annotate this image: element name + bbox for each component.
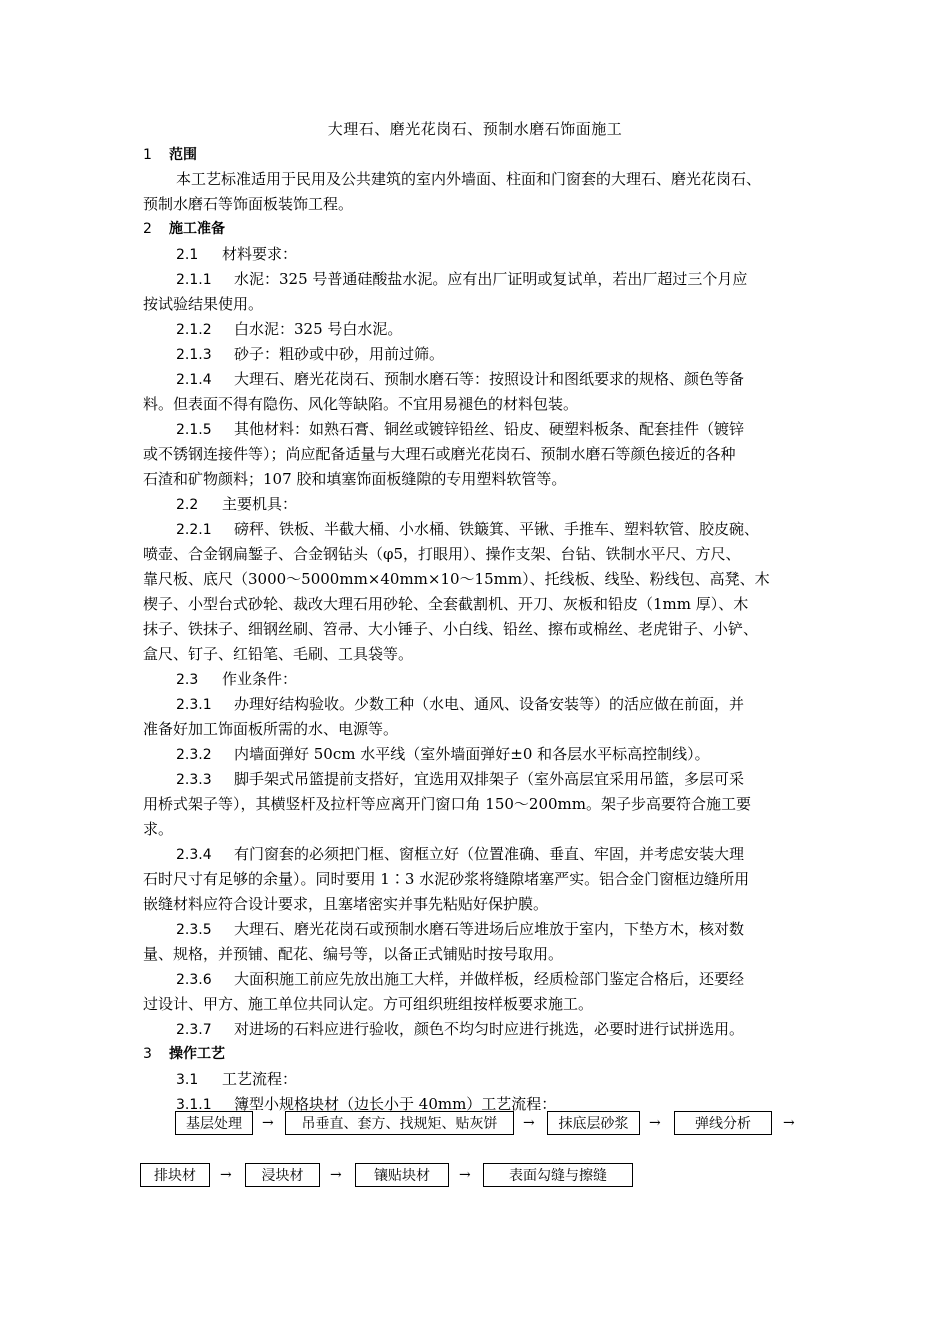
paragraph: 按试验结果使用。 [143, 295, 264, 313]
flow-step-joint-finish: 表面勾缝与擦缝 [483, 1163, 633, 1187]
section-1-heading: 1 范围 [143, 147, 197, 163]
paragraph: 盒尺、钉子、红铅笔、毛刷、工具袋等。 [143, 645, 414, 663]
flow-step-attach-blocks: 镶贴块材 [355, 1163, 449, 1187]
section-2-heading: 2 施工准备 [143, 221, 225, 237]
item-2-3-6: 2.3.6 大面积施工前应先放出施工大样，并做样板，经质检部门鉴定合格后，还要经 [176, 970, 745, 988]
item-2-1-5: 2.1.5 其他材料：如熟石膏、铜丝或镀锌铅丝、铅皮、硬塑料板条、配套挂件（镀锌 [176, 420, 745, 438]
flow-step-line-analysis: 弹线分析 [674, 1111, 772, 1135]
flow-arrow: → [523, 1115, 535, 1131]
item-2-1-1: 2.1.1 水泥：325 号普通硅酸盐水泥。应有出厂证明或复试单，若出厂超过三个月应 [176, 270, 748, 288]
flow-step-arrange-blocks: 排块材 [140, 1163, 210, 1187]
paragraph: 量、规格，并预铺、配花、编号等，以备正式铺贴时按号取用。 [143, 945, 564, 963]
item-2-3-7: 2.3.7 对进场的石料应进行验收，颜色不均匀时应进行挑选，必要时进行试拼选用。 [176, 1020, 745, 1038]
paragraph: 用桥式架子等），其横竖杆及拉杆等应离开门窗口角 150～200mm。架子步高要符合施工要 [143, 795, 751, 813]
flow-step-soak-blocks: 浸块材 [245, 1163, 320, 1187]
paragraph: 求。 [143, 820, 174, 838]
flow-arrow: → [459, 1167, 471, 1183]
item-2-1-4: 2.1.4 大理石、磨光花岗石、预制水磨石等：按照设计和图纸要求的规格、颜色等备 [176, 370, 745, 388]
item-2-2-1: 2.2.1 磅秤、铁板、半截大桶、小水桶、铁簸箕、平锹、手推车、塑料软管、胶皮碗、 [176, 520, 760, 538]
paragraph: 靠尺板、底尺（3000～5000mm×40mm×10～15mm）、托线板、线坠、粉线包、高凳、木 [143, 570, 770, 588]
subsection-2-3: 2.3 作业条件： [176, 670, 298, 688]
item-2-3-4: 2.3.4 有门窗套的必须把门框、窗框立好（位置准确、垂直、牢固，并考虑安装大理 [176, 845, 745, 863]
paragraph: 准备好加工饰面板所需的水、电源等。 [143, 720, 399, 738]
paragraph: 或不锈钢连接件等）；尚应配备适量与大理石或磨光花岗石、预制水磨石等颜色接近的各种 [143, 445, 736, 463]
flow-arrow: → [649, 1115, 661, 1131]
paragraph: 楔子、小型台式砂轮、裁改大理石用砂轮、全套截割机、开刀、灰板和铅皮（1mm 厚）、木 [143, 595, 749, 613]
paragraph: 石时尺寸有足够的余量）。同时要用 1∶3 水泥砂浆将缝隙堵塞严实。铝合金门窗框边缝所用 [143, 870, 750, 888]
paragraph: 喷壶、合金钢扁錾子、合金钢钻头（φ5，打眼用）、操作支架、台钻、铁制水平尺、方尺、 [143, 545, 741, 563]
item-3-1-1: 3.1.1 簿型小规格块材（边长小于 40mm）工艺流程： [176, 1095, 557, 1113]
subsection-3-1: 3.1 工艺流程： [176, 1070, 298, 1088]
paragraph: 嵌缝材料应符合设计要求，且塞堵密实并事先粘贴好保护膜。 [143, 895, 549, 913]
subsection-2-1: 2.1 材料要求： [176, 245, 298, 263]
paragraph: 本工艺标准适用于民用及公共建筑的室内外墙面、柱面和门窗套的大理石、磨光花岗石、 [176, 170, 762, 188]
item-2-3-2: 2.3.2 内墙面弹好 50cm 水平线（室外墙面弹好±0 和各层水平标高控制线）。 [176, 745, 710, 763]
document-title: 大理石、磨光花岗石、预制水磨石饰面施工 [327, 120, 623, 138]
section-3-heading: 3 操作工艺 [143, 1046, 225, 1062]
item-2-1-3: 2.1.3 砂子：粗砂或中砂，用前过筛。 [176, 345, 445, 363]
paragraph: 过设计、甲方、施工单位共同认定。方可组织班组按样板要求施工。 [143, 995, 594, 1013]
item-2-3-5: 2.3.5 大理石、磨光花岗石或预制水磨石等进场后应堆放于室内，下垫方木，核对数 [176, 920, 745, 938]
subsection-2-2: 2.2 主要机具： [176, 495, 298, 513]
paragraph: 抹子、铁抹子、细钢丝刷、笤帚、大小锤子、小白线、铅丝、擦布或棉丝、老虎钳子、小铲、 [143, 620, 759, 638]
paragraph: 石渣和矿物颜料；107 胶和填塞饰面板缝隙的专用塑料软管等。 [143, 470, 567, 488]
item-2-3-1: 2.3.1 办理好结构验收。少数工种（水电、通风、设备安装等）的活应做在前面，并 [176, 695, 745, 713]
flow-arrow: → [262, 1115, 274, 1131]
item-2-1-2: 2.1.2 白水泥：325 号白水泥。 [176, 320, 403, 338]
flow-arrow: → [330, 1167, 342, 1183]
paragraph: 预制水磨石等饰面板装饰工程。 [143, 195, 354, 213]
item-2-3-3: 2.3.3 脚手架式吊篮提前支搭好，宜选用双排架子（室外高层宜采用吊篮，多层可采 [176, 770, 745, 788]
paragraph: 料。但表面不得有隐伤、风化等缺陷。不宜用易褪色的材料包装。 [143, 395, 579, 413]
flow-arrow: → [783, 1115, 795, 1131]
flow-step-plumb-square: 吊垂直、套方、找规矩、贴灰饼 [285, 1111, 514, 1135]
flow-arrow: → [220, 1167, 232, 1183]
flow-step-base-treatment: 基层处理 [175, 1111, 253, 1135]
flow-step-base-mortar: 抹底层砂浆 [547, 1111, 640, 1135]
